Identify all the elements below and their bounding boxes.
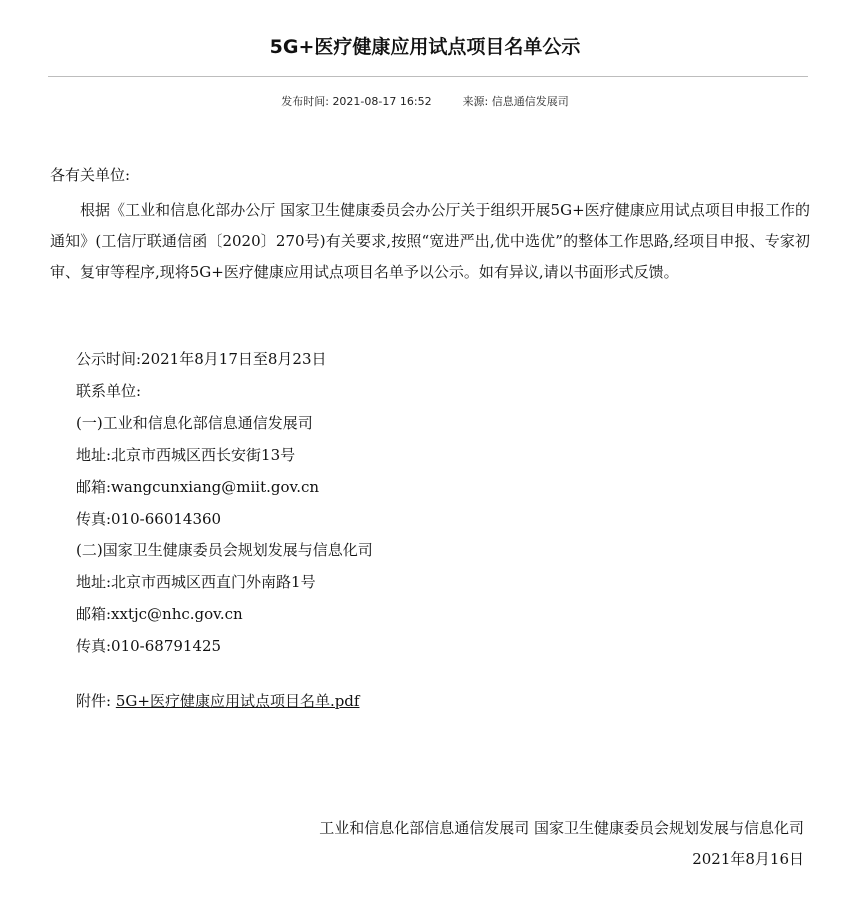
contact2-address: 地址:北京市西城区西直门外南路1号 bbox=[76, 573, 316, 591]
contact1-address: 地址:北京市西城区西长安街13号 bbox=[76, 446, 296, 464]
notice-paragraph: 根据《工业和信息化部办公厅 国家卫生健康委员会办公厅关于组织开展5G+医疗健康应用试点项目申报工作的通知》(工信厅联通信函〔2020〕270号)有关要求,按照“宽进严出,优中选优”的整体工作思路,经项目申报、专家初审、复审等程序,现将5G+医疗健康应用试点项目名单予以公示。如有异议,请以书面形式反馈。 bbox=[50, 201, 810, 281]
attachment-link[interactable]: 5G+医疗健康应用试点项目名单.pdf bbox=[115, 692, 360, 710]
page-title: 5G+医疗健康应用试点项目名单公示 bbox=[269, 36, 581, 58]
contact2-email: 邮箱:xxtjc@nhc.gov.cn bbox=[76, 605, 243, 623]
publish-time-label: 发布时间: bbox=[281, 95, 329, 108]
signature-orgs: 工业和信息化部信息通信发展司 国家卫生健康委员会规划发展与信息化司 bbox=[319, 819, 804, 837]
attachment bbox=[76, 690, 359, 711]
signature-date: 2021年8月16日 bbox=[692, 850, 804, 868]
notice-period: 公示时间:2021年8月17日至8月23日 bbox=[76, 350, 327, 368]
contact-heading: 联系单位: bbox=[76, 382, 142, 400]
publish-time: 2021-08-17 16:52 bbox=[332, 95, 432, 108]
publish-meta bbox=[0, 93, 850, 109]
attachment-label: 附件: bbox=[76, 692, 112, 710]
contact1-org: (一)工业和信息化部信息通信发展司 bbox=[76, 414, 313, 432]
contact1-email: 邮箱:wangcunxiang@miit.gov.cn bbox=[76, 478, 320, 496]
salutation: 各有关单位: bbox=[50, 166, 131, 184]
source: 信息通信发展司 bbox=[491, 95, 569, 108]
contact1-fax: 传真:010-66014360 bbox=[76, 510, 222, 528]
contact2-fax: 传真:010-68791425 bbox=[76, 637, 222, 655]
contact2-org: (二)国家卫生健康委员会规划发展与信息化司 bbox=[76, 541, 373, 559]
title-divider bbox=[48, 76, 808, 77]
source-label: 来源: bbox=[462, 95, 489, 108]
